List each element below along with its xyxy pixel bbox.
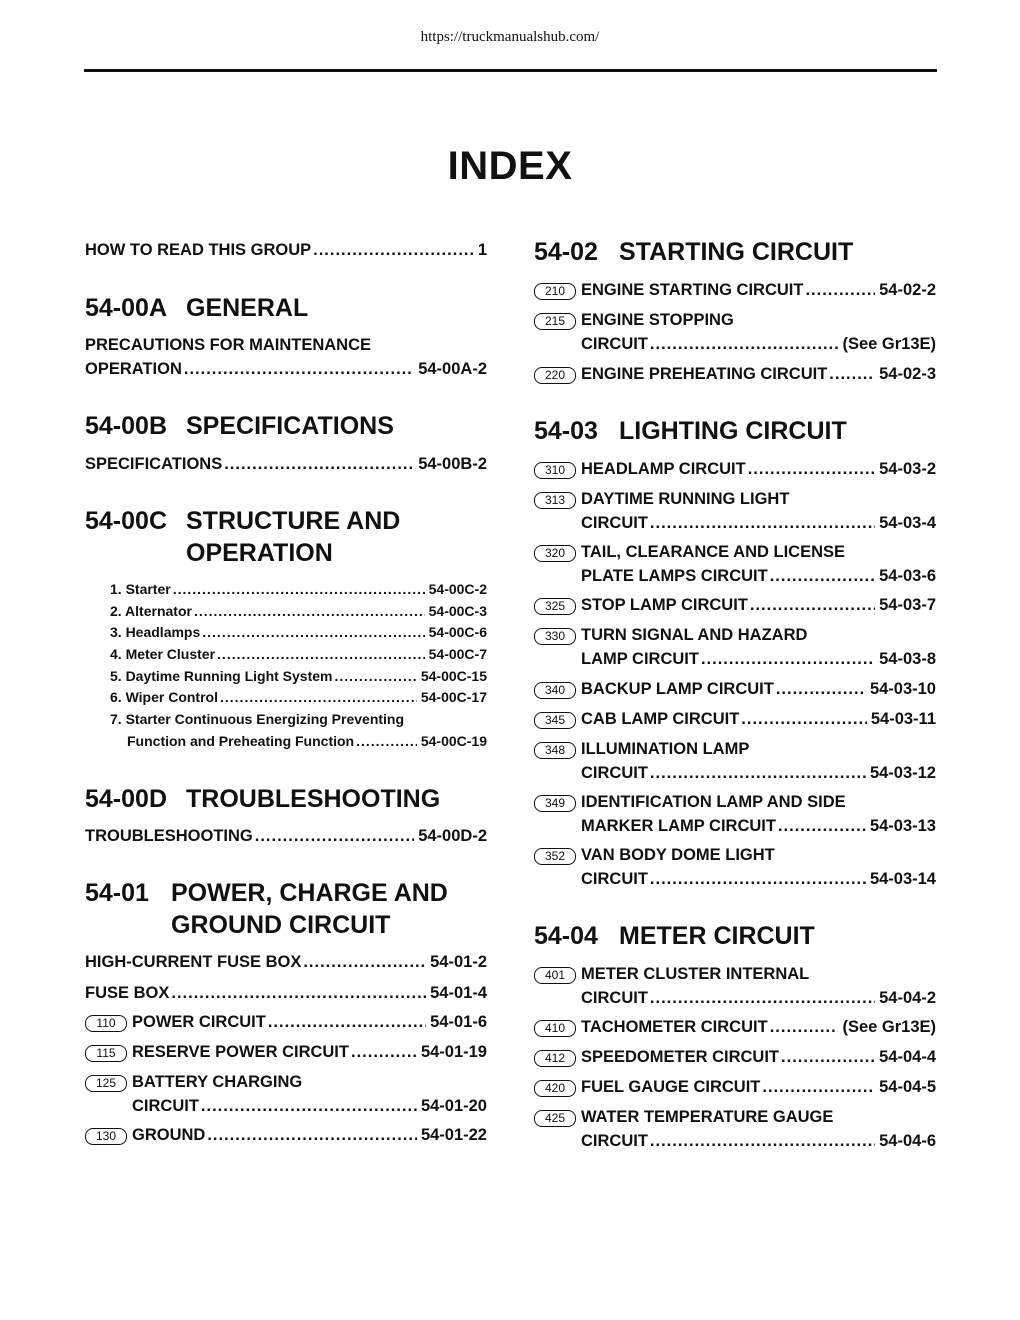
toc-subentry-daytime-running-light[interactable]: 5. Daytime Running Light System ..... 54-00C-15 <box>110 666 487 686</box>
circuit-number-badge: 115 <box>85 1045 127 1062</box>
toc-entry-352[interactable]: 352 VAN BODY DOME LIGHT CIRCUIT ..... 54-03-14 <box>534 843 936 891</box>
circuit-number-badge: 313 <box>534 492 576 509</box>
page-title: INDEX <box>447 144 573 188</box>
toc-entry-330[interactable]: 330 TURN SIGNAL AND HAZARD LAMP CIRCUIT ..... 54-03-8 <box>534 623 936 671</box>
circuit-number-badge: 348 <box>534 742 576 759</box>
toc-entry-425[interactable]: 425 WATER TEMPERATURE GAUGE CIRCUIT ..... 54-04-6 <box>534 1105 936 1153</box>
section-heading-54-01: 54-01 POWER, CHARGE AND GROUND CIRCUIT <box>85 879 448 939</box>
page-number: 54-00D-2 <box>418 827 487 845</box>
toc-entry-220[interactable]: 220 ENGINE PREHEATING CIRCUIT ..... 54-02-3 <box>534 362 936 386</box>
circuit-number-badge: 420 <box>534 1080 576 1097</box>
toc-entry-310[interactable]: 310 HEADLAMP CIRCUIT ..... 54-03-2 <box>534 457 936 481</box>
page-number: 54-00B-2 <box>418 455 487 473</box>
circuit-number-badge: 210 <box>534 283 576 300</box>
toc-entry-110[interactable]: 110 POWER CIRCUIT ..... 54-01-6 <box>85 1010 487 1034</box>
circuit-number-badge: 220 <box>534 367 576 384</box>
circuit-number-badge: 325 <box>534 598 576 615</box>
toc-entry-420[interactable]: 420 FUEL GAUGE CIRCUIT ..... 54-04-5 <box>534 1075 936 1099</box>
toc-entry-precautions[interactable]: PRECAUTIONS FOR MAINTENANCE OPERATION ..... 54-00A-2 <box>85 333 487 381</box>
toc-subentry-starter-continuous[interactable]: 7. Starter Continuous Energizing Preventing Function and Preheating Function ..... 54-00C-19 <box>110 709 487 751</box>
left-column <box>85 0 487 1320</box>
page-number: 1 <box>477 241 487 259</box>
circuit-number-badge: 352 <box>534 848 576 865</box>
circuit-number-badge: 215 <box>534 313 576 330</box>
toc-entry-340[interactable]: 340 BACKUP LAMP CIRCUIT ..... 54-03-10 <box>534 677 936 701</box>
section-heading-54-00b: 54-00B SPECIFICATIONS <box>85 412 394 440</box>
toc-entry-115[interactable]: 115 RESERVE POWER CIRCUIT ..... 54-01-19 <box>85 1040 487 1064</box>
section-heading-54-00a: 54-00A GENERAL <box>85 294 309 322</box>
circuit-number-badge: 340 <box>534 682 576 699</box>
toc-subentry-headlamps[interactable]: 3. Headlamps ..... 54-00C-6 <box>110 622 487 642</box>
source-url[interactable]: https://truckmanualshub.com/ <box>420 29 600 45</box>
right-column <box>534 0 936 1320</box>
toc-subentry-meter-cluster[interactable]: 4. Meter Cluster ..... 54-00C-7 <box>110 644 487 664</box>
section-heading-54-00c: 54-00C STRUCTURE AND OPERATION <box>85 507 401 567</box>
circuit-number-badge: 110 <box>85 1015 127 1032</box>
toc-entry-fuse-box[interactable]: FUSE BOX ..... 54-01-4 <box>85 981 487 1005</box>
section-heading-54-03: 54-03 LIGHTING CIRCUIT <box>534 417 847 445</box>
circuit-number-badge: 412 <box>534 1050 576 1067</box>
section-heading-54-04: 54-04 METER CIRCUIT <box>534 922 815 950</box>
circuit-number-badge: 310 <box>534 462 576 479</box>
circuit-number-badge: 425 <box>534 1110 576 1127</box>
toc-entry-specifications[interactable]: SPECIFICATIONS ..... 54-00B-2 <box>85 452 487 476</box>
toc-entry-130[interactable]: 130 GROUND ..... 54-01-22 <box>85 1123 487 1147</box>
page-number: 54-00A-2 <box>418 360 487 378</box>
toc-entry-320[interactable]: 320 TAIL, CLEARANCE AND LICENSE PLATE LAMPS CIRCUIT ..... 54-03-6 <box>534 540 936 588</box>
toc-entry-125[interactable]: 125 BATTERY CHARGING CIRCUIT ..... 54-01-20 <box>85 1070 487 1118</box>
toc-entry-348[interactable]: 348 ILLUMINATION LAMP CIRCUIT ..... 54-03-12 <box>534 737 936 785</box>
toc-entry-215[interactable]: 215 ENGINE STOPPING CIRCUIT ..... (See Gr13E) <box>534 308 936 356</box>
toc-entry-high-current-fuse-box[interactable]: HIGH-CURRENT FUSE BOX ..... 54-01-2 <box>85 950 487 974</box>
circuit-number-badge: 410 <box>534 1020 576 1037</box>
toc-entry-210[interactable]: 210 ENGINE STARTING CIRCUIT ..... 54-02-2 <box>534 278 936 302</box>
toc-entry-how-to-read[interactable]: HOW TO READ THIS GROUP ..... 1 <box>85 238 487 262</box>
toc-entry-troubleshooting[interactable]: TROUBLESHOOTING ..... 54-00D-2 <box>85 824 487 848</box>
circuit-number-badge: 349 <box>534 795 576 812</box>
circuit-number-badge: 330 <box>534 628 576 645</box>
toc-subentry-alternator[interactable]: 2. Alternator ..... 54-00C-3 <box>110 601 487 621</box>
circuit-number-badge: 401 <box>534 967 576 984</box>
toc-entry-345[interactable]: 345 CAB LAMP CIRCUIT ..... 54-03-11 <box>534 707 936 731</box>
toc-entry-410[interactable]: 410 TACHOMETER CIRCUIT ..... (See Gr13E) <box>534 1015 936 1039</box>
toc-entry-313[interactable]: 313 DAYTIME RUNNING LIGHT CIRCUIT ..... 54-03-4 <box>534 487 936 535</box>
toc-entry-325[interactable]: 325 STOP LAMP CIRCUIT ..... 54-03-7 <box>534 593 936 617</box>
toc-entry-412[interactable]: 412 SPEEDOMETER CIRCUIT ..... 54-04-4 <box>534 1045 936 1069</box>
section-heading-54-00d: 54-00D TROUBLESHOOTING <box>85 785 441 813</box>
circuit-number-badge: 125 <box>85 1075 127 1092</box>
toc-entry-401[interactable]: 401 METER CLUSTER INTERNAL CIRCUIT ..... 54-04-2 <box>534 962 936 1010</box>
toc-entry-349[interactable]: 349 IDENTIFICATION LAMP AND SIDE MARKER LAMP CIRCUIT ..... 54-03-13 <box>534 790 936 838</box>
circuit-number-badge: 345 <box>534 712 576 729</box>
circuit-number-badge: 320 <box>534 545 576 562</box>
circuit-number-badge: 130 <box>85 1128 127 1145</box>
section-heading-54-02: 54-02 STARTING CIRCUIT <box>534 238 854 266</box>
toc-subentry-starter[interactable]: 1. Starter ..... 54-00C-2 <box>110 579 487 599</box>
toc-subentry-wiper-control[interactable]: 6. Wiper Control ..... 54-00C-17 <box>110 687 487 707</box>
